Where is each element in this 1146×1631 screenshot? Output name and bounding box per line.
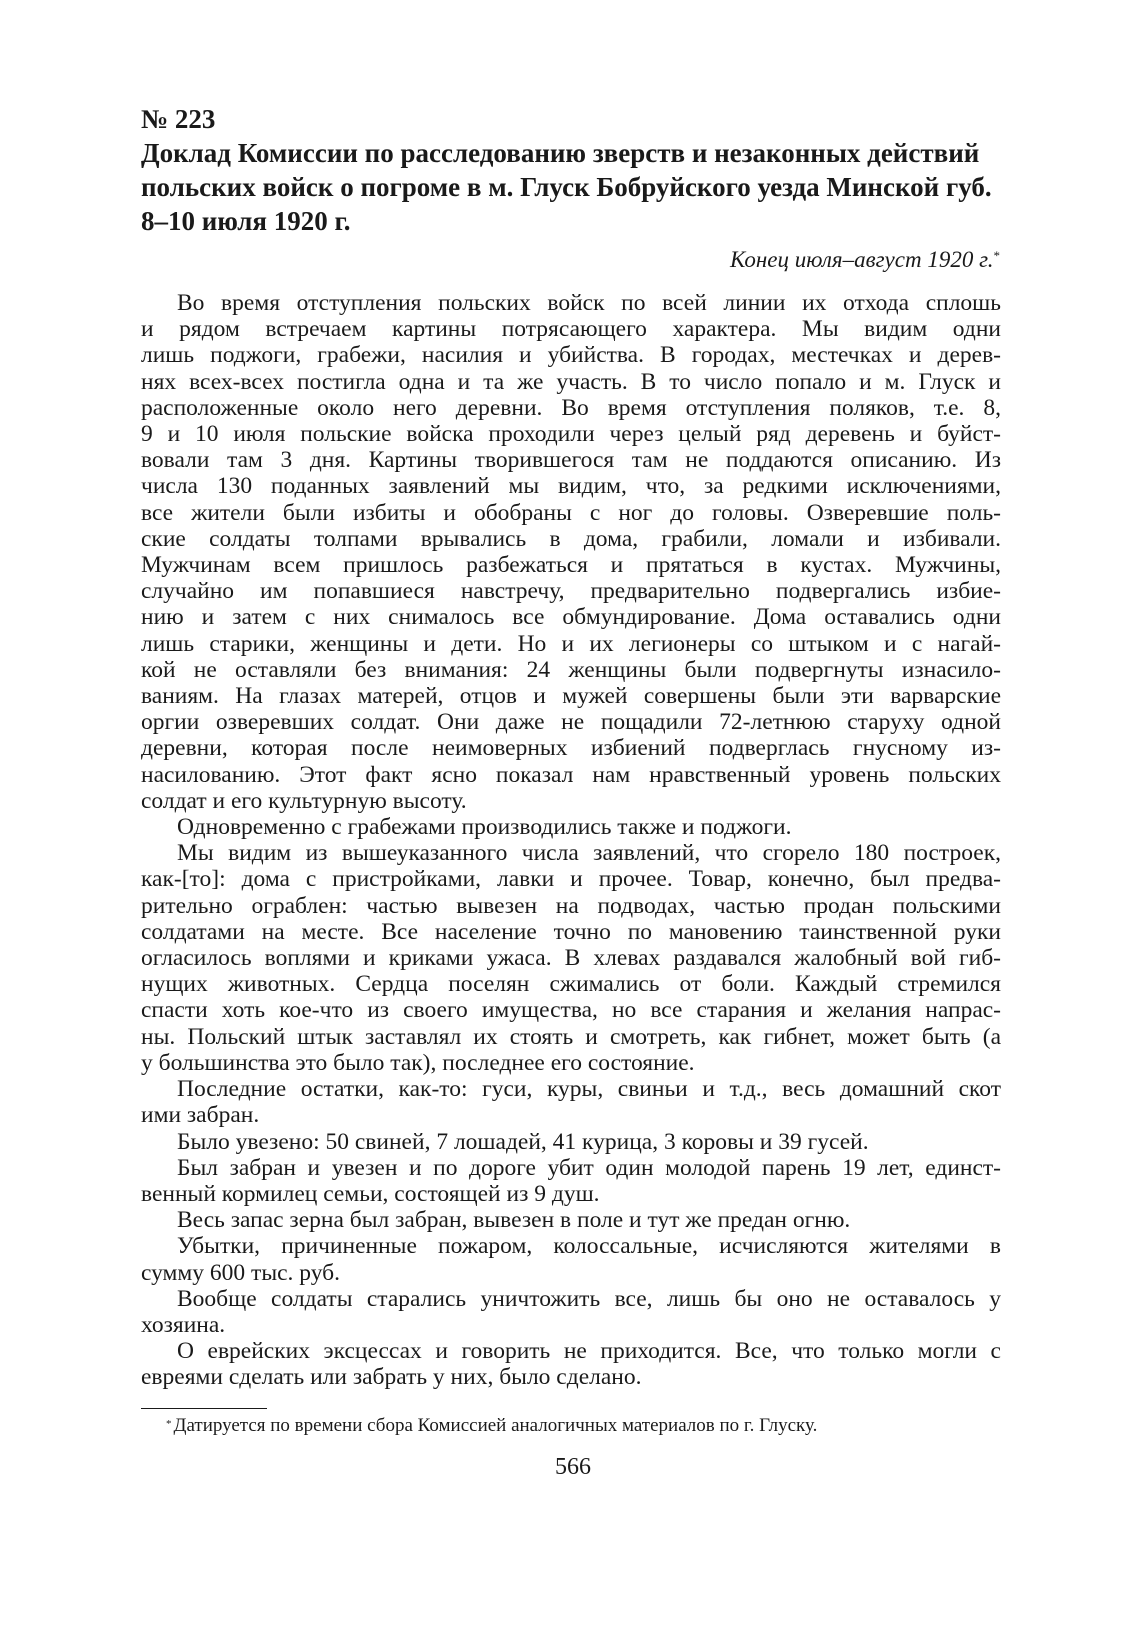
date-footnote-mark: * bbox=[993, 248, 1000, 263]
paragraph-line: 9 и 10 июля польские войска проходили через целый ряд деревень и буйст- bbox=[141, 421, 1001, 448]
paragraph-line: как-[то]: дома с пристройками, лавки и прочее. Товар, конечно, был предва- bbox=[141, 866, 1001, 893]
document-date bbox=[730, 245, 1000, 275]
paragraph-line: ны. Польский штык заставлял их стоять и смотреть, как гибнет, может быть (а bbox=[141, 1023, 1001, 1050]
paragraph-line: нях всех-всех постигла одна и та же участь. В то число попало и м. Глуск и bbox=[141, 368, 1001, 395]
paragraph-line: ими забран. bbox=[141, 1102, 260, 1129]
paragraph-line: расположенные около него деревни. Во время отступления поляков, т.е. 8, bbox=[141, 394, 1001, 421]
paragraph-line: все жители были избиты и обобраны с ног до головы. Озверевшие поль- bbox=[141, 499, 1001, 526]
paragraph-line: солдат и его культурную высоту. bbox=[141, 787, 467, 814]
paragraph-line: у большинства это было так), последнее его состояние. bbox=[141, 1049, 695, 1076]
paragraph-line: ваниям. На глазах матерей, отцов и мужей совершены были эти варварские bbox=[141, 683, 1001, 710]
paragraph-line: спасти хоть кое-что из своего имущества, но все старания и желания напрас- bbox=[141, 997, 1001, 1024]
paragraph-line: Одновременно с грабежами производились также и поджоги. bbox=[177, 814, 792, 841]
paragraph-line: кой не оставляли без внимания: 24 женщины были подвергнуты изнасило- bbox=[141, 656, 1001, 683]
page-number: 566 bbox=[555, 1454, 591, 1480]
paragraph-line: Во время отступления польских войск по всей линии их отхода сплошь bbox=[177, 290, 1001, 316]
footnote-mark: * bbox=[166, 1418, 172, 1430]
paragraph bbox=[141, 1207, 1001, 1233]
paragraph bbox=[141, 840, 1001, 1076]
paragraph-line: сумму 600 тыс. руб. bbox=[141, 1259, 341, 1286]
paragraph-line: венный кормилец семьи, состоящей из 9 душ. bbox=[141, 1180, 600, 1207]
paragraph bbox=[141, 1233, 1001, 1285]
document-number: № 223 bbox=[141, 104, 216, 134]
footnote bbox=[166, 1414, 817, 1438]
paragraph-line: Мы видим из вышеуказанного числа заявлений, что сгорело 180 построек, bbox=[177, 840, 1001, 867]
paragraph-line: солдатами на месте. Все население точно по мановению таинственной руки bbox=[141, 918, 1001, 945]
paragraph-line: и рядом встречаем картины потрясающего характера. Мы видим одни bbox=[141, 316, 1001, 343]
paragraph bbox=[141, 1129, 1001, 1155]
title-line: польских войск о погроме в м. Глуск Бобруйского уезда Минской губ. bbox=[141, 172, 992, 202]
paragraph-line: лишь старики, женщины и дети. Но и их легионеры со штыком и с нагай- bbox=[141, 630, 1001, 657]
paragraph bbox=[141, 1286, 1001, 1338]
paragraph-line: Было увезено: 50 свиней, 7 лошадей, 41 курица, 3 коровы и 39 гусей. bbox=[177, 1128, 869, 1155]
paragraph-line: хозяина. bbox=[141, 1311, 226, 1338]
paragraph-line: Вообще солдаты старались уничтожить все, лишь бы оно не оставалось у bbox=[177, 1285, 1001, 1312]
paragraph-line: Убытки, причиненные пожаром, колоссальные, исчисляются жителями в bbox=[177, 1233, 1001, 1260]
paragraph-line: случайно им попавшиеся навстречу, предварительно подвергались избие- bbox=[141, 578, 1001, 605]
paragraph-line: насилованию. Этот факт ясно показал нам нравственный уровень польских bbox=[141, 761, 1001, 788]
paragraph-line: нию и затем с них снималось все обмундирование. Дома оставались одни bbox=[141, 604, 1001, 631]
paragraph-line: оргии озверевших солдат. Они даже не пощадили 72-летнюю старуху одной bbox=[141, 709, 1001, 736]
paragraph-line: Был забран и увезен и по дороге убит один молодой парень 19 лет, единст- bbox=[177, 1154, 1001, 1181]
paragraph-line: Мужчинам всем пришлось разбежаться и прятаться в кустах. Мужчины, bbox=[141, 552, 1001, 579]
paragraph-line: огласилось воплями и криками ужаса. В хлевах раздавался жалобный вой гиб- bbox=[141, 945, 1001, 972]
paragraph-line: ские солдаты толпами врывались в дома, грабили, ломали и избивали. bbox=[141, 525, 1001, 552]
footnote-divider bbox=[141, 1408, 267, 1409]
paragraph-line: рительно ограблен: частью вывезен на подводах, частью продан польскими bbox=[141, 892, 1001, 919]
paragraph-line: нущих животных. Сердца поселян сжимались от боли. Каждый стремился bbox=[141, 971, 1001, 998]
document-title bbox=[141, 136, 1001, 238]
paragraph-line: евреями сделать или забрать у них, было сделано. bbox=[141, 1364, 642, 1391]
document-date-text: Конец июля–август 1920 г. bbox=[729, 247, 994, 272]
paragraph-line: вовали там 3 дня. Картины творившегося там не поддаются описанию. Из bbox=[141, 447, 1001, 474]
document-body bbox=[141, 290, 1001, 1391]
paragraph-line: числа 130 поданных заявлений мы видим, что, за редкими исключениями, bbox=[141, 473, 1001, 500]
paragraph bbox=[141, 814, 1001, 840]
title-line: 8–10 июля 1920 г. bbox=[141, 206, 351, 236]
paragraph bbox=[141, 1338, 1001, 1390]
paragraph bbox=[141, 1076, 1001, 1128]
paragraph-line: О еврейских эксцессах и говорить не приходится. Все, что только могли с bbox=[177, 1338, 1001, 1365]
paragraph-line: Весь запас зерна был забран, вывезен в поле и тут же предан огню. bbox=[177, 1207, 851, 1234]
title-line: Доклад Комиссии по расследованию зверств и незаконных действий bbox=[141, 138, 980, 168]
paragraph-line: деревни, которая после неимоверных избиений подверглась гнусному из- bbox=[141, 735, 1001, 762]
paragraph-line: Последние остатки, как-то: гуси, куры, свиньи и т.д., весь домашний скот bbox=[177, 1076, 1001, 1103]
paragraph bbox=[141, 1155, 1001, 1207]
paragraph-line: лишь поджоги, грабежи, насилия и убийства. В городах, местечках и дерев- bbox=[141, 342, 1001, 369]
footnote-text: Датируется по времени сбора Комиссией аналогичных материалов по г. Глуску. bbox=[173, 1415, 818, 1436]
paragraph bbox=[141, 290, 1001, 814]
